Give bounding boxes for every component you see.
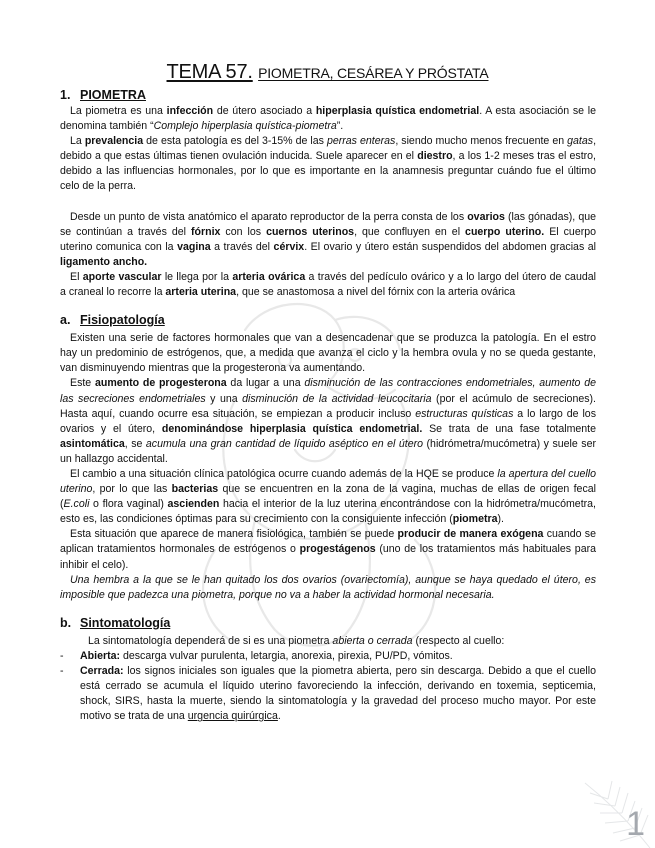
document-body (60, 88, 596, 724)
paragraph: La prevalencia de esta patología es del 3-15% de las perras enteras, siendo mucho menos frecuente en gatas, debido a que estas últimas tienen ovulación inducida. Suele aparecer en el diestro, a los 1-2 meses tras el estro, debido a las influencias hormonales, por lo que es importante en la anamnesis preguntar cuándo fue el último celo de la perra. (60, 135, 597, 193)
paragraph-note: Una hembra a la que se le han quitado los dos ovarios (ovariectomía), aunque se haya quedado el útero, es imposible que padezca una piometra, porque no va a haber la actividad hormonal necesaria. (60, 573, 596, 601)
section-heading-piometra: 1. PIOMETRA (60, 88, 146, 102)
title-main: TEMA 57. (166, 61, 253, 83)
section-heading-fisiopatologia: a. Fisiopatología (60, 313, 165, 328)
list-item: - Cerrada: los signos iniciales son iguales que la piometra abierta, pero sin descarga. Debido a que el cuello está cerrado se acumula el líquido uterino favoreciendo la infección, derivando en toxemia, septicemia, shock, SIRS, hasta la muerte, siendo la sintomatología y la gravedad del proceso mucho mayor. Por este motivo se trata de una urgencia quirúrgica. (60, 664, 596, 724)
paragraph: El aporte vascular le llega por la arteria ovárica a través del pedículo ovárico y a lo largo del útero de caudal a craneal lo recorre la arteria uterina, que se anastomosa a nivel del fórnix con la arteria ovárica (60, 270, 596, 299)
paragraph: La sintomatología dependerá de si es una piometra abierta o cerrada (respecto al cuello: (88, 634, 505, 647)
urgent-emphasis: urgencia quirúrgica (187, 710, 278, 723)
paragraph: Esta situación que aparece de manera fisiológica, también se puede producir de manera exógena cuando se aplican tratamientos hormonales de estrógenos o progestágenos (uno de los tratamientos más habituales para inhibir el celo). (60, 528, 596, 571)
list-item: - Abierta: descarga vulvar purulenta, letargia, anorexia, pirexia, PU/PD, vómitos. (60, 649, 596, 664)
paragraph: La piometra es una infección de útero asociado a hiperplasia quística endometrial. A esta asociación se le denomina también “Complejo hiperplasia quística-piometra”. (60, 105, 596, 133)
document-title (0, 61, 655, 84)
paragraph: Este aumento de progesterona da lugar a una disminución de las contracciones endometriales, aumento de las secreciones endometriales y una disminución de la actividad leucocitaria (por el acúmulo de secreciones). Hasta aquí, cuando ocurre esa situación, se empiezan a producir incluso estructuras quísticas a lo largo de los ovarios y el útero, denominándose hiperplasia quística endometrial. Se trata de una fase totalmente asintomática, se acumula una gran cantidad de líquido aséptico en el útero (hidrómetra/mucómetra) y suele ser un hallazgo accidental. (60, 377, 597, 465)
paragraph: Existen una serie de factores hormonales que van a desencadenar que se produzca la patología. En el estro hay un predominio de estrógenos, que, a medida que avanza el ciclo y la hembra ovula y no se queda gestante, van disminuyendo mientras que la progesterona va aumentando. (60, 332, 596, 375)
symptom-list (60, 649, 596, 724)
title-subtitle: PIOMETRA, CESÁREA Y PRÓSTATA (258, 65, 489, 81)
section-heading-sintomatologia: b. Sintomatología (60, 615, 171, 630)
paragraph: El cambio a una situación clínica patológica ocurre cuando además de la HQE se produce la apertura del cuello uterino, por lo que las bacterias que se encuentren en la zona de la vagina, muchas de ellas de origen fecal (E.coli o flora vaginal) ascienden hacia el interior de la luz uterina encontrándose con la hidrómetra/mucómetra, esto es, las condiciones óptimas para su crecimiento con la consiguiente infección (piometra). (60, 467, 596, 526)
page-number: 1 (626, 805, 645, 843)
paragraph: Desde un punto de vista anatómico el aparato reproductor de la perra consta de los ovarios (las gónadas), que se continúan a través del fórnix con los cuernos uterinos, que confluyen en el cuerpo uterino. El cuerpo uterino comunica con la vagina a través del cérvix. El ovario y útero están suspendidos del abdomen gracias al ligamento ancho. (60, 210, 597, 268)
